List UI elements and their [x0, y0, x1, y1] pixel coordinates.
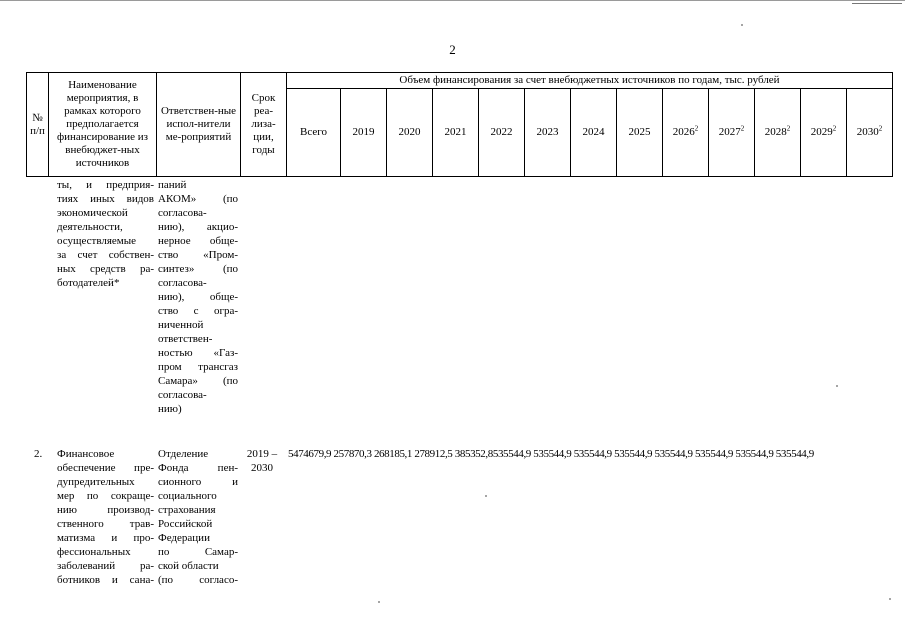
header-year-2021: 2021 [433, 89, 479, 177]
header-total: Всего [287, 89, 341, 177]
row2-value-2021: 278912,5 [414, 448, 453, 460]
row2-executors: Отделение Фонда пен- сионного и социального страхования Российской Федерации по Самар- ской области (по согласо- [158, 448, 238, 586]
row2-value-total: 5474679,9 [288, 448, 332, 460]
scan-speck [485, 495, 487, 497]
header-year-2029: 2029$^2$ [801, 89, 847, 177]
row1-name: ты, и предприя- тиях иных видов экономической деятельности, осуществляемые за счет собствен- ных средств ра- ботодателей* [57, 179, 154, 289]
scan-speck [836, 385, 838, 387]
header-year-2023: 2023 [525, 89, 571, 177]
row2-name: Финансовое обеспечение пре- дупредительных мер по сокраще- нию производ- ственного трав- матизма и про- фессиональных заболеваний ра- ботников и сана- [57, 448, 154, 586]
row2-value-2029: 535544,9 [735, 448, 774, 460]
header-year-2030: 2030$^2$ [847, 89, 893, 177]
row2-value-2022: 385352,8 [454, 448, 493, 460]
header-year-2019: 2019 [341, 89, 387, 177]
row2-value-2025: 535544,9 [573, 448, 612, 460]
row2-value-2024: 535544,9 [533, 448, 572, 460]
top-border-line [0, 0, 905, 1]
header-no: № п/п [27, 73, 49, 177]
header-year-2028: 2028$^2$ [755, 89, 801, 177]
row2-value-2028: 535544,9 [694, 448, 734, 460]
header-funding-group: Объем финансирования за счет внебюджетных источников по годам, тыс. рублей [287, 73, 893, 89]
scan-speck [741, 24, 743, 26]
header-executors: Ответствен-ные испол-нители ме-роприятий [157, 73, 241, 177]
header-year-2025: 2025 [617, 89, 663, 177]
row2-value-2027: 535544,9 [654, 448, 693, 460]
row2-value-2026: 535544,9 [614, 448, 653, 460]
header-table [26, 72, 893, 177]
top-right-line [852, 3, 902, 4]
header-year-2027: 2027$^2$ [709, 89, 755, 177]
row2-value-2020: 268185,1 [373, 448, 412, 460]
row1-executors: паний АКОМ» (по согласова- нию), акцио- нерное обще- ство «Пром- синтез» (по согласова- нию), обще- ство с огра- ниченной ответствен- ностью «Газ- пром трансгаз Самара» (по согласова- нию) [158, 179, 238, 415]
page-number: 2 [449, 42, 456, 57]
row2-value-2030: 535544,9 [775, 448, 814, 460]
scan-speck [889, 598, 891, 600]
row2-value-2019: 257870,3 [333, 448, 372, 460]
row2-term: 2019 – 2030 [246, 448, 278, 474]
scan-speck [378, 601, 380, 603]
row2-number: 2. [34, 448, 43, 460]
row2-value-2023: 535544,9 [492, 448, 531, 460]
header-term: Срок реа-лиза-ции, годы [241, 73, 287, 177]
row2-values [288, 448, 888, 460]
header-year-2020: 2020 [387, 89, 433, 177]
header-year-2022: 2022 [479, 89, 525, 177]
header-name: Наименование мероприятия, в рамках которого предполагается финансирование из внебюджет-ных источников [49, 73, 157, 177]
header-year-2026: 2026$^2$ [663, 89, 709, 177]
header-year-2024: 2024 [571, 89, 617, 177]
